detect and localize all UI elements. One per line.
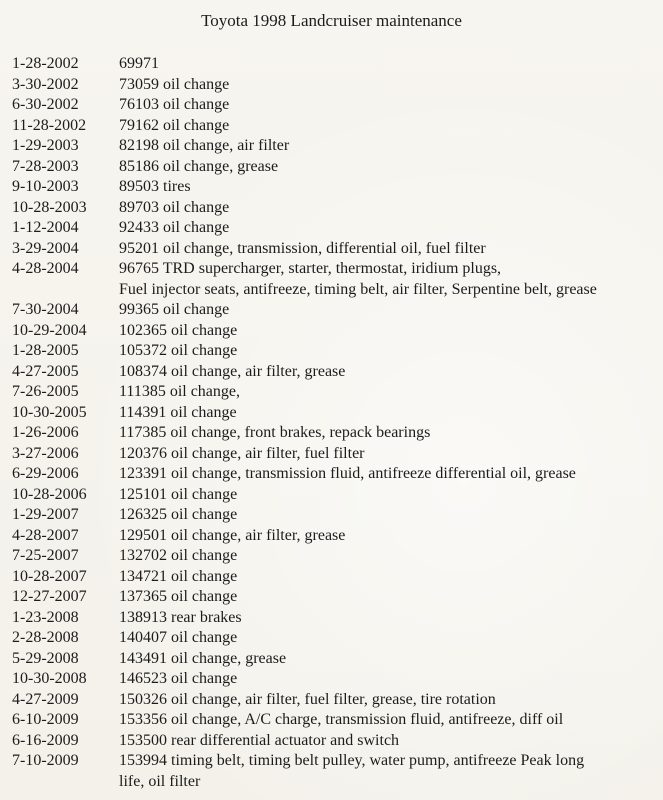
entry-description: 102365 oil change	[119, 321, 238, 339]
log-entry	[12, 259, 657, 300]
log-entry	[12, 505, 657, 526]
entry-date: 3-27-2006	[12, 444, 79, 462]
entry-description: 79162 oil change	[119, 116, 230, 134]
log-entry	[12, 751, 657, 792]
entry-date: 1-26-2006	[12, 424, 79, 441]
entry-description: 137365 oil change	[119, 588, 238, 605]
entry-description: 96765 TRD supercharger, starter, thermostat, iridium plugs, Fuel injector seats, antifreeze, timing belt, air filter, Serpentine belt, grease	[119, 260, 597, 298]
log-entry	[12, 464, 657, 485]
log-entry	[12, 300, 657, 321]
log-entry	[12, 526, 657, 547]
log-entry	[12, 95, 657, 116]
entry-date: 10-30-2008	[12, 670, 87, 687]
log-entry	[12, 608, 657, 629]
entry-date: 2-28-2008	[12, 629, 79, 646]
log-entry	[12, 382, 657, 403]
entry-description: 123391 oil change, transmission fluid, antifreeze differential oil, grease	[119, 465, 576, 482]
log-entry	[12, 710, 657, 731]
entry-description: 153356 oil change, A/C charge, transmission fluid, antifreeze, diff oil	[119, 711, 564, 728]
entry-date: 11-28-2002	[12, 116, 87, 134]
entry-date: 4-28-2007	[12, 526, 79, 544]
entry-date: 7-28-2003	[12, 157, 79, 175]
log-entry	[12, 628, 657, 649]
entry-date: 4-27-2005	[12, 362, 79, 380]
entry-date: 6-29-2006	[12, 465, 79, 482]
entry-description: 73059 oil change	[119, 75, 230, 93]
entry-description: 85186 oil change, grease	[119, 157, 279, 175]
entry-date: 1-29-2007	[12, 506, 79, 523]
entry-date: 4-28-2004	[12, 260, 79, 277]
entry-date: 4-27-2009	[12, 690, 79, 708]
log-entry	[12, 485, 657, 506]
entry-date: 5-29-2008	[12, 649, 79, 667]
entry-description: 89703 oil change	[119, 198, 230, 216]
entry-description: 146523 oil change	[119, 670, 238, 687]
log-entry	[12, 54, 657, 75]
log-entry	[12, 75, 657, 96]
log-entry	[12, 423, 657, 444]
log-entry	[12, 321, 657, 342]
log-entry	[12, 403, 657, 424]
entry-date: 12-27-2007	[12, 588, 87, 605]
entry-description: 76103 oil change	[119, 96, 230, 113]
entry-date: 7-26-2005	[12, 383, 79, 400]
entry-description: 99365 oil change	[119, 301, 230, 318]
entry-description: 140407 oil change	[119, 629, 238, 646]
log-entry	[12, 690, 657, 711]
entry-date: 10-30-2005	[12, 403, 87, 421]
log-entry	[12, 546, 657, 567]
log-entry	[12, 444, 657, 465]
entry-description: 143491 oil change, grease	[119, 649, 287, 667]
entry-description: 134721 oil change	[119, 567, 238, 585]
log-entry	[12, 157, 657, 178]
entry-date: 7-30-2004	[12, 301, 79, 318]
entry-date: 1-12-2004	[12, 219, 79, 236]
maintenance-log	[12, 54, 657, 792]
page-title: Toyota 1998 Landcruiser maintenance	[201, 11, 462, 30]
entry-date: 7-10-2009	[12, 752, 79, 769]
entry-description: 69971	[119, 55, 159, 72]
log-entry	[12, 362, 657, 383]
entry-description: 120376 oil change, air filter, fuel filter	[119, 444, 365, 462]
entry-date: 7-25-2007	[12, 547, 79, 564]
entry-description: 129501 oil change, air filter, grease	[119, 526, 346, 544]
entry-date: 6-30-2002	[12, 96, 79, 113]
entry-date: 3-29-2004	[12, 239, 79, 257]
entry-description: 105372 oil change	[119, 342, 238, 359]
entry-description: 150326 oil change, air filter, fuel filter, grease, tire rotation	[119, 690, 496, 708]
log-entry	[12, 341, 657, 362]
entry-date: 6-16-2009	[12, 731, 79, 749]
log-entry	[12, 218, 657, 239]
entry-description: 138913 rear brakes	[119, 608, 242, 626]
log-entry	[12, 587, 657, 608]
log-entry	[12, 649, 657, 670]
entry-date: 1-23-2008	[12, 608, 79, 626]
entry-date: 10-28-2003	[12, 198, 87, 216]
entry-date: 10-28-2006	[12, 485, 87, 503]
entry-date: 10-28-2007	[12, 567, 87, 585]
log-entry	[12, 198, 657, 219]
log-entry	[12, 669, 657, 690]
entry-description: 117385 oil change, front brakes, repack bearings	[119, 424, 431, 441]
entry-description: 114391 oil change	[119, 403, 237, 421]
entry-description: 153994 timing belt, timing belt pulley, water pump, antifreeze Peak long life, oil filter	[119, 752, 585, 790]
log-entry	[12, 177, 657, 198]
entry-description: 132702 oil change	[119, 547, 238, 564]
entry-description: 153500 rear differential actuator and switch	[119, 731, 400, 749]
log-entry	[12, 239, 657, 260]
entry-date: 10-29-2004	[12, 321, 87, 339]
entry-description: 111385 oil change,	[119, 383, 241, 400]
log-entry	[12, 136, 657, 157]
entry-date: 1-28-2005	[12, 342, 79, 359]
entry-date: 6-10-2009	[12, 711, 79, 728]
log-entry	[12, 116, 657, 137]
entry-description: 126325 oil change	[119, 506, 238, 523]
entry-date: 9-10-2003	[12, 178, 79, 195]
entry-date: 3-30-2002	[12, 75, 79, 93]
entry-description: 95201 oil change, transmission, differential oil, fuel filter	[119, 239, 486, 257]
entry-description: 89503 tires	[119, 178, 191, 195]
entry-description: 108374 oil change, air filter, grease	[119, 362, 346, 380]
entry-description: 82198 oil change, air filter	[119, 137, 290, 154]
log-entry	[12, 731, 657, 752]
entry-description: 92433 oil change	[119, 219, 230, 236]
entry-date: 1-29-2003	[12, 137, 79, 154]
log-entry	[12, 567, 657, 588]
entry-date: 1-28-2002	[12, 55, 79, 72]
entry-description: 125101 oil change	[119, 485, 238, 503]
